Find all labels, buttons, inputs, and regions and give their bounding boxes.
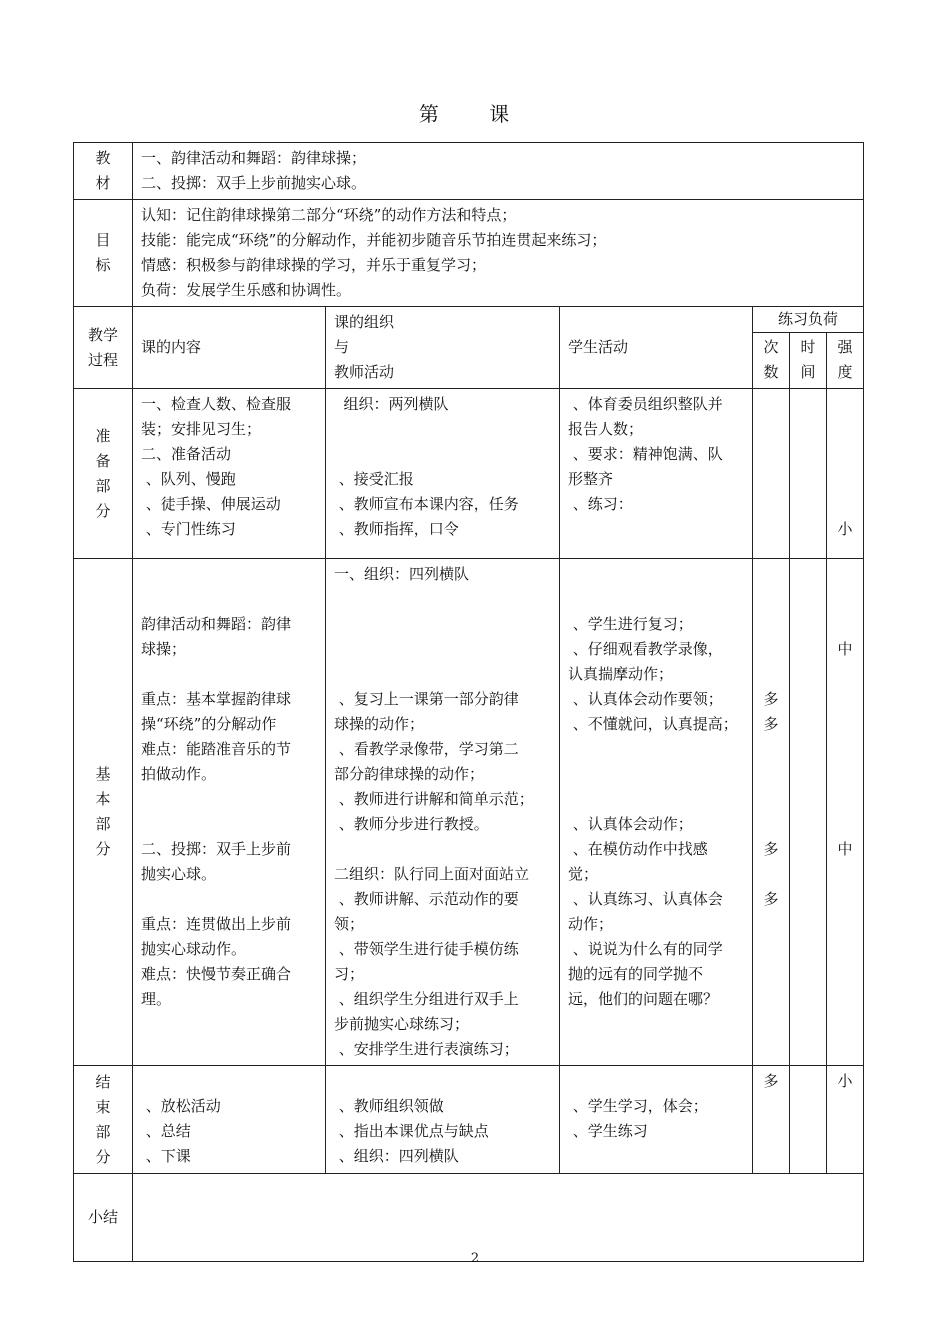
text-line: 、安排学生进行表演练习； xyxy=(334,1040,519,1058)
end-time xyxy=(790,1066,827,1174)
text-line xyxy=(334,587,551,612)
text-line xyxy=(141,662,317,687)
text-line xyxy=(761,587,781,612)
header-intensity: 强 度 xyxy=(827,333,864,389)
header-row-1 xyxy=(74,307,864,333)
text-line xyxy=(141,1069,317,1094)
header-process: 教学 过程 xyxy=(74,307,133,389)
text-line: 、教师宣布本课内容，任务 xyxy=(334,495,519,513)
header-content: 课的内容 xyxy=(133,307,326,389)
text-line: 、队列、慢跑 xyxy=(141,470,236,488)
page-number: 2 xyxy=(470,1251,480,1266)
prep-org xyxy=(326,389,560,559)
mubiao-content: 认知：记住韵律球操第二部分“环绕”的动作方法和特点； 技能：能完成“环绕”的分解动作，并能初步随音乐节拍连贯起来练习； 情感：积极参与韵律球操的学习，并乐于重复学习； 负荷：发展学生乐感和协调性。 xyxy=(133,200,864,307)
text-line: 、徒手操、伸展运动 xyxy=(141,495,281,513)
text-line xyxy=(568,1069,744,1094)
text-line: 二组织：队行同上面对面站立 xyxy=(334,865,530,883)
end-times: 多 xyxy=(753,1066,790,1174)
text-line: 理。 xyxy=(141,990,172,1008)
text-line: 一、检查人数、检查服 xyxy=(141,395,292,413)
text-line: 习； xyxy=(334,965,365,983)
basic-times xyxy=(753,559,790,1066)
text-line xyxy=(568,562,744,587)
text-line: 中 xyxy=(837,640,853,658)
text-line: 部分韵律球操的动作； xyxy=(334,765,485,783)
text-line xyxy=(835,587,855,612)
text-line: 、总结 xyxy=(141,1122,191,1140)
text-line xyxy=(334,442,551,467)
text-line: 、带领学生进行徒手模仿练 xyxy=(334,940,519,958)
text-line: 、放松活动 xyxy=(141,1097,221,1115)
text-line: 、认真体会动作； xyxy=(568,815,693,833)
text-line: 、学生练习 xyxy=(568,1122,648,1140)
text-line: 多 xyxy=(763,840,779,858)
text-line: 、认真体会动作要领； xyxy=(568,690,723,708)
prep-intensity xyxy=(827,389,864,559)
header-student: 学生活动 xyxy=(560,307,753,389)
text-line xyxy=(334,1069,551,1094)
prep-row xyxy=(74,389,864,559)
text-line: 、教师进行讲解和简单示范； xyxy=(334,790,534,808)
basic-row xyxy=(74,559,864,1066)
text-line: 步前抛实心球练习； xyxy=(334,1015,470,1033)
header-org: 课的组织 与 教师活动 xyxy=(326,307,560,389)
text-line: 认真揣摩动作； xyxy=(568,665,674,683)
basic-time xyxy=(790,559,827,1066)
text-line xyxy=(761,637,781,662)
basic-intensity xyxy=(827,559,864,1066)
text-line xyxy=(761,812,781,837)
text-line: 多 xyxy=(763,690,779,708)
mubiao-row xyxy=(74,200,864,307)
text-line xyxy=(835,612,855,637)
text-line xyxy=(835,392,855,417)
text-line: 、接受汇报 xyxy=(334,470,414,488)
text-line: 、下课 xyxy=(141,1147,191,1165)
jiaocai-row xyxy=(74,143,864,200)
text-line: 二、投掷：双手上步前 xyxy=(141,840,292,858)
lesson-plan-table xyxy=(73,142,864,1262)
end-label: 结 束 部 分 xyxy=(74,1066,133,1174)
mubiao-label: 目 标 xyxy=(74,200,133,307)
text-line: 组织：两列横队 xyxy=(334,395,449,413)
text-line: 二、准备活动 xyxy=(141,445,232,463)
text-line xyxy=(568,762,744,787)
summary-content xyxy=(133,1174,864,1262)
text-line xyxy=(334,837,551,862)
text-line: 、学生进行复习； xyxy=(568,615,693,633)
text-line: 、说说为什么有的同学 xyxy=(568,940,723,958)
text-line xyxy=(141,812,317,837)
text-line xyxy=(835,417,855,442)
text-line: 装；安排见习生； xyxy=(141,420,262,438)
text-line: 、指出本课优点与缺点 xyxy=(334,1122,489,1140)
prep-times xyxy=(753,389,790,559)
text-line: 动作； xyxy=(568,915,614,933)
text-line: 重点：连贯做出上步前 xyxy=(141,915,292,933)
text-line: 难点：快慢节奏正确合 xyxy=(141,965,292,983)
text-line: 远，他们的问题在哪？ xyxy=(568,990,719,1008)
text-line xyxy=(835,562,855,587)
text-line xyxy=(835,467,855,492)
text-line xyxy=(761,662,781,687)
text-line xyxy=(334,637,551,662)
end-student xyxy=(560,1066,753,1174)
end-row xyxy=(74,1066,864,1174)
text-line xyxy=(835,737,855,762)
text-line xyxy=(141,787,317,812)
text-line xyxy=(835,762,855,787)
text-line: 球操； xyxy=(141,640,187,658)
text-line xyxy=(835,687,855,712)
text-line: 中 xyxy=(837,840,853,858)
text-line: 抛实心球。 xyxy=(141,865,217,883)
end-org xyxy=(326,1066,560,1174)
text-line xyxy=(835,492,855,517)
text-line: 、教师组织领做 xyxy=(334,1097,444,1115)
text-line: 、看教学录像带，学习第二 xyxy=(334,740,519,758)
text-line xyxy=(761,862,781,887)
text-line: 、仔细观看教学录像， xyxy=(568,640,723,658)
header-time: 时 间 xyxy=(790,333,827,389)
text-line xyxy=(761,737,781,762)
text-line xyxy=(568,587,744,612)
prep-time xyxy=(790,389,827,559)
text-line: 报告人数； xyxy=(568,420,644,438)
basic-label: 基 本 部 分 xyxy=(74,559,133,1066)
text-line xyxy=(334,612,551,637)
text-line xyxy=(835,787,855,812)
end-intensity: 小 xyxy=(827,1066,864,1174)
text-line: 、专门性练习 xyxy=(141,520,236,538)
prep-student xyxy=(560,389,753,559)
text-line: 难点：能踏准音乐的节 xyxy=(141,740,292,758)
text-line: 、体育委员组织整队并 xyxy=(568,395,723,413)
text-line: 多 xyxy=(763,890,779,908)
header-times: 次 数 xyxy=(753,333,790,389)
text-line xyxy=(141,562,317,587)
text-line: 、组织学生分组进行双手上 xyxy=(334,990,519,1008)
text-line: 拍做动作。 xyxy=(141,765,217,783)
text-line: 领； xyxy=(334,915,365,933)
text-line: 、复习上一课第一部分韵律 xyxy=(334,690,519,708)
page-title: 第 课 xyxy=(418,102,532,126)
text-line xyxy=(141,587,317,612)
header-load: 练习负荷 xyxy=(753,307,864,333)
text-line: 小 xyxy=(837,520,853,538)
text-line: 、教师分步进行教授。 xyxy=(334,815,489,833)
text-line: 、认真练习、认真体会 xyxy=(568,890,723,908)
text-line xyxy=(761,762,781,787)
text-line xyxy=(835,442,855,467)
text-line: 、学生学习，体会； xyxy=(568,1097,708,1115)
text-line xyxy=(334,417,551,442)
text-line xyxy=(761,787,781,812)
text-line xyxy=(568,737,744,762)
text-line: 、练习： xyxy=(568,495,633,513)
text-line: 、不懂就问，认真提高； xyxy=(568,715,738,733)
jiaocai-content: 一、韵律活动和舞蹈：韵律球操； 二、投掷：双手上步前抛实心球。 xyxy=(133,143,864,200)
text-line: 、在模仿动作中找感 xyxy=(568,840,708,858)
text-line: 形整齐 xyxy=(568,470,614,488)
summary-label: 小结 xyxy=(74,1174,133,1262)
text-line: 抛的远有的同学抛不 xyxy=(568,965,704,983)
text-line xyxy=(568,787,744,812)
text-line: 觉； xyxy=(568,865,599,883)
text-line xyxy=(761,612,781,637)
text-line xyxy=(141,887,317,912)
text-line xyxy=(835,662,855,687)
text-line xyxy=(835,812,855,837)
end-content xyxy=(133,1066,326,1174)
basic-student xyxy=(560,559,753,1066)
text-line xyxy=(334,662,551,687)
text-line: 、教师讲解、示范动作的要 xyxy=(334,890,519,908)
text-line: 、要求：精神饱满、队 xyxy=(568,445,723,463)
text-line: 球操的动作； xyxy=(334,715,425,733)
text-line: 操“环绕”的分解动作 xyxy=(141,715,277,733)
prep-label: 准 备 部 分 xyxy=(74,389,133,559)
text-line: 抛实心球动作。 xyxy=(141,940,247,958)
text-line xyxy=(835,712,855,737)
text-line: 一、组织：四列横队 xyxy=(334,565,470,583)
text-line: 多 xyxy=(763,715,779,733)
text-line: 韵律活动和舞蹈：韵律 xyxy=(141,615,292,633)
prep-content xyxy=(133,389,326,559)
text-line: 、教师指挥，口令 xyxy=(334,520,459,538)
text-line xyxy=(761,562,781,587)
jiaocai-label: 教 材 xyxy=(74,143,133,200)
text-line: 重点：基本掌握韵律球 xyxy=(141,690,292,708)
summary-row xyxy=(74,1174,864,1262)
text-line: 、组织：四列横队 xyxy=(334,1147,459,1165)
basic-content xyxy=(133,559,326,1066)
basic-org xyxy=(326,559,560,1066)
